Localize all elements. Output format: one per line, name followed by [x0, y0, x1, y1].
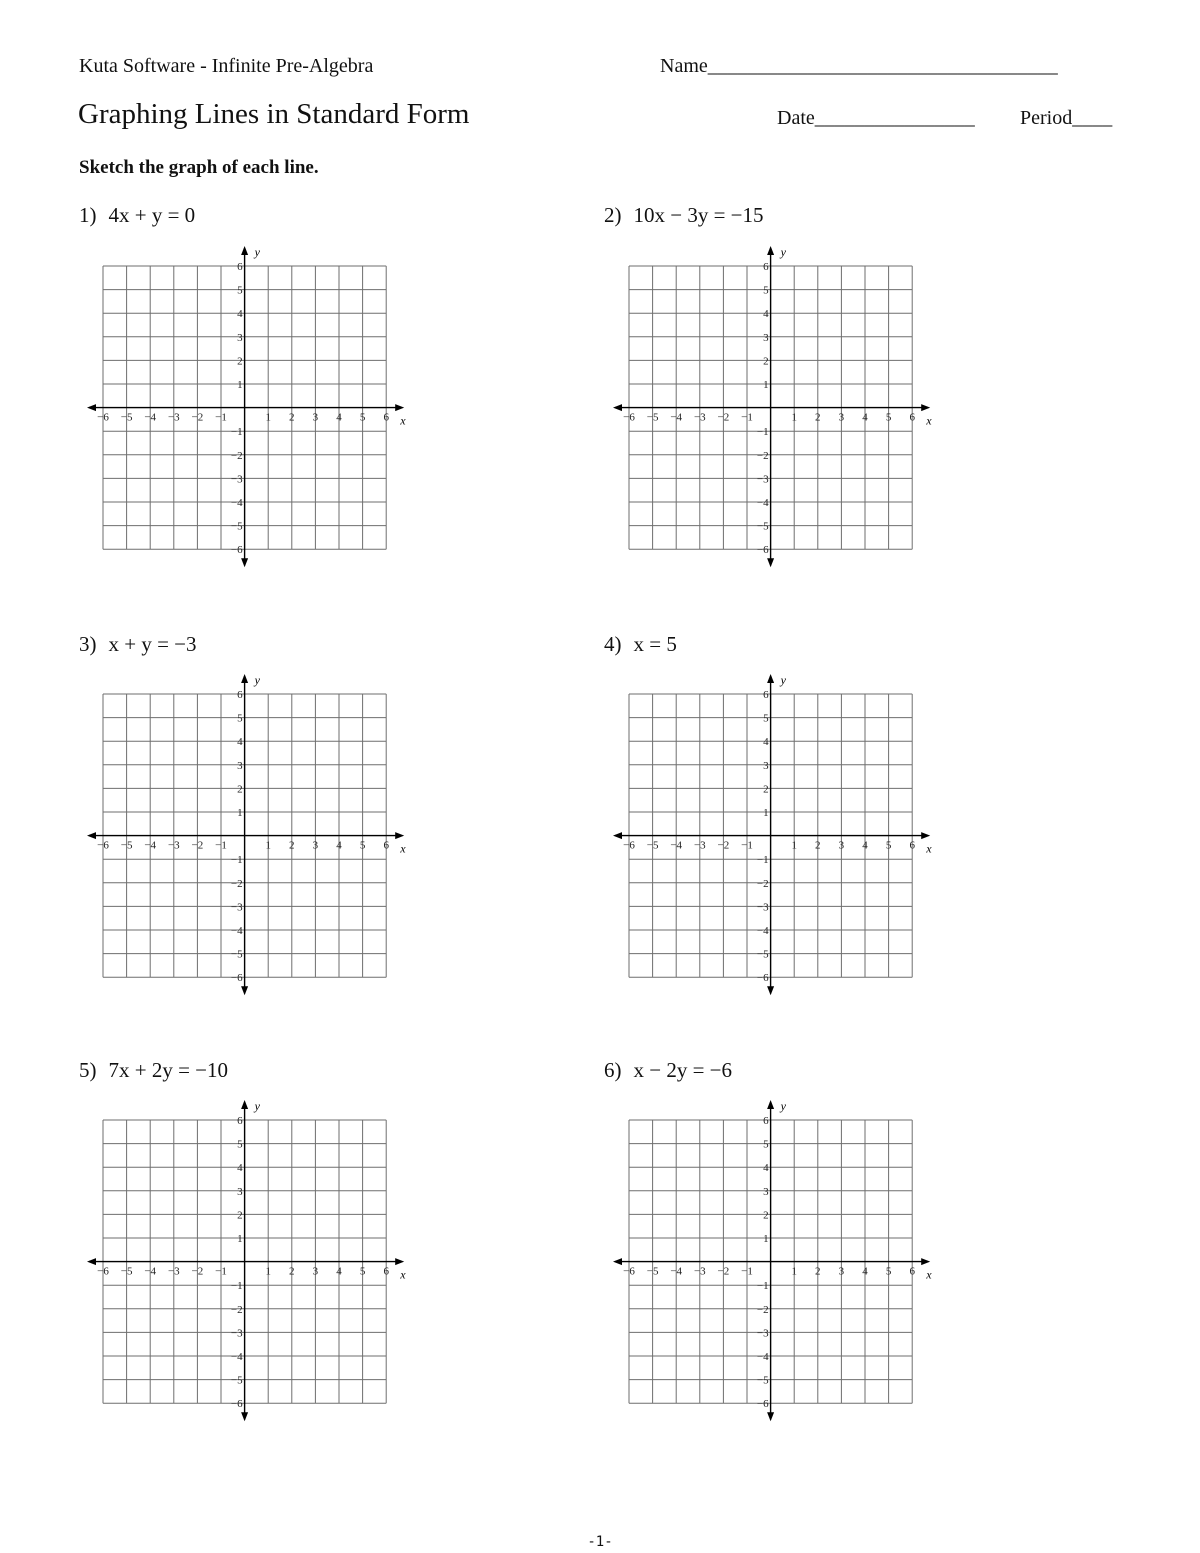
arrow-right-icon: [921, 404, 930, 411]
x-tick-label: −6: [623, 411, 635, 424]
coordinate-grid-5[interactable]: [82, 1097, 414, 1427]
x-tick-label: −3: [167, 839, 180, 852]
y-tick-label: −6: [756, 1398, 769, 1411]
x-axis-label: x: [926, 841, 932, 856]
x-tick-label: −6: [97, 839, 109, 852]
y-tick-label: 4: [763, 308, 769, 321]
x-tick-label: 3: [312, 839, 319, 852]
arrow-down-icon: [767, 558, 774, 567]
y-tick-label: −3: [230, 901, 243, 914]
x-tick-label: 6: [909, 1265, 915, 1278]
x-tick-label: −3: [167, 1265, 180, 1278]
arrow-left-icon: [613, 832, 622, 839]
arrow-down-icon: [241, 986, 248, 995]
x-tick-label: 4: [336, 1265, 342, 1278]
x-tick-label: 3: [838, 411, 845, 424]
y-tick-label: 3: [763, 331, 769, 344]
problem-2: [604, 203, 764, 228]
problem-5: [79, 1058, 228, 1083]
problem-equation: x = 5: [633, 632, 677, 656]
y-tick-label: 5: [237, 284, 243, 297]
x-tick-label: −4: [670, 1265, 683, 1278]
x-tick-label: 4: [862, 1265, 868, 1278]
coordinate-grid-2[interactable]: [608, 243, 940, 573]
x-tick-label: −2: [717, 1265, 730, 1278]
arrow-up-icon: [767, 674, 774, 683]
x-tick-label: 2: [289, 1265, 295, 1278]
y-tick-label: −2: [230, 1303, 243, 1316]
arrow-right-icon: [921, 832, 930, 839]
y-axis-label: y: [254, 1099, 260, 1113]
x-tick-label: 1: [265, 1265, 271, 1278]
y-tick-label: 3: [237, 331, 243, 344]
y-tick-label: 6: [237, 1115, 243, 1127]
x-tick-label: −1: [741, 1265, 753, 1278]
x-axis-label: x: [926, 1267, 932, 1282]
x-tick-label: 1: [265, 411, 271, 424]
y-tick-label: 1: [763, 379, 769, 391]
y-tick-label: 4: [763, 1162, 769, 1175]
y-tick-label: −5: [230, 948, 243, 961]
y-tick-label: −2: [230, 877, 243, 890]
problem-equation: x + y = −3: [108, 632, 197, 656]
x-tick-label: −4: [144, 411, 157, 424]
x-tick-label: 3: [838, 1265, 845, 1278]
y-tick-label: 5: [237, 1138, 243, 1151]
y-tick-label: −6: [230, 1398, 243, 1411]
x-tick-label: −3: [167, 411, 180, 424]
arrow-up-icon: [241, 1100, 248, 1109]
y-tick-label: 2: [237, 355, 243, 368]
y-tick-label: −3: [230, 473, 243, 486]
x-tick-label: −2: [191, 839, 204, 852]
y-tick-label: 1: [237, 1233, 243, 1245]
y-tick-label: 6: [763, 261, 769, 273]
x-tick-label: −1: [215, 1265, 227, 1278]
y-tick-label: −3: [756, 1327, 769, 1340]
worksheet-title: Graphing Lines in Standard Form: [78, 98, 470, 130]
x-tick-label: 5: [885, 411, 892, 424]
x-axis-label: x: [400, 1267, 406, 1282]
y-tick-label: −4: [230, 925, 243, 937]
arrow-down-icon: [241, 558, 248, 567]
problem-1: [79, 203, 195, 228]
problem-equation: 10x − 3y = −15: [633, 203, 764, 227]
arrow-right-icon: [395, 404, 404, 411]
y-tick-label: 5: [763, 1138, 769, 1151]
arrow-up-icon: [241, 246, 248, 255]
problem-equation: x − 2y = −6: [633, 1058, 733, 1082]
x-tick-label: −2: [191, 1265, 204, 1278]
y-tick-label: −2: [230, 449, 243, 462]
x-tick-label: −1: [741, 411, 753, 424]
problem-number: 5): [79, 1058, 97, 1082]
y-tick-label: −1: [230, 426, 243, 439]
y-tick-label: 5: [763, 284, 769, 297]
y-tick-label: 3: [763, 1185, 769, 1198]
x-tick-label: −6: [97, 1265, 109, 1278]
problem-number: 3): [79, 632, 97, 656]
y-tick-label: −3: [756, 473, 769, 486]
x-tick-label: −2: [191, 411, 204, 424]
arrow-up-icon: [767, 246, 774, 255]
problem-equation: 4x + y = 0: [108, 203, 196, 227]
y-tick-label: −2: [756, 1303, 769, 1316]
y-tick-label: 4: [237, 308, 243, 321]
y-tick-label: 5: [237, 712, 243, 725]
x-tick-label: −5: [646, 839, 659, 852]
x-tick-label: −2: [717, 839, 730, 852]
y-tick-label: 3: [237, 759, 243, 772]
x-tick-label: 4: [862, 839, 868, 852]
x-tick-label: −1: [741, 839, 753, 852]
y-tick-label: 1: [763, 1233, 769, 1245]
x-tick-label: 6: [909, 411, 915, 424]
x-tick-label: 1: [791, 411, 797, 424]
x-axis-label: x: [400, 841, 406, 856]
coordinate-grid-1[interactable]: [82, 243, 414, 573]
problem-number: 1): [79, 203, 97, 227]
arrow-left-icon: [87, 404, 96, 411]
arrow-right-icon: [395, 1258, 404, 1265]
x-axis-label: x: [400, 413, 406, 428]
x-tick-label: 3: [312, 411, 319, 424]
x-tick-label: 3: [312, 1265, 319, 1278]
x-tick-label: −1: [215, 839, 227, 852]
y-tick-label: −3: [756, 901, 769, 914]
x-tick-label: −5: [646, 1265, 659, 1278]
publisher-line: Kuta Software - Infinite Pre-Algebra: [79, 55, 374, 77]
y-tick-label: 6: [763, 1115, 769, 1127]
y-tick-label: −1: [230, 854, 243, 867]
y-tick-label: −4: [756, 925, 769, 937]
x-tick-label: 5: [359, 1265, 366, 1278]
period-field[interactable]: Period____: [1020, 107, 1113, 129]
x-tick-label: 4: [862, 411, 868, 424]
arrow-left-icon: [87, 1258, 96, 1265]
y-tick-label: 2: [237, 783, 243, 796]
y-tick-label: −4: [756, 1351, 769, 1363]
x-tick-label: 2: [815, 1265, 821, 1278]
arrow-down-icon: [767, 986, 774, 995]
x-tick-label: −5: [120, 1265, 133, 1278]
y-tick-label: 2: [763, 1209, 769, 1222]
y-tick-label: −4: [230, 497, 243, 509]
y-tick-label: −4: [756, 497, 769, 509]
y-tick-label: 6: [237, 261, 243, 273]
x-tick-label: −4: [144, 839, 157, 852]
x-tick-label: 2: [815, 411, 821, 424]
x-tick-label: −3: [693, 411, 706, 424]
y-axis-label: y: [780, 245, 786, 259]
y-tick-label: −1: [756, 1280, 769, 1293]
x-tick-label: 4: [336, 839, 342, 852]
y-tick-label: 6: [237, 689, 243, 701]
y-tick-label: −3: [230, 1327, 243, 1340]
y-tick-label: 2: [763, 355, 769, 368]
x-tick-label: 5: [359, 411, 366, 424]
y-tick-label: −6: [756, 544, 769, 557]
y-tick-label: −4: [230, 1351, 243, 1363]
x-tick-label: −6: [623, 839, 635, 852]
x-tick-label: 2: [289, 411, 295, 424]
y-tick-label: −2: [756, 877, 769, 890]
y-tick-label: −2: [756, 449, 769, 462]
arrow-down-icon: [767, 1412, 774, 1421]
x-tick-label: −6: [97, 411, 109, 424]
x-tick-label: 6: [383, 411, 389, 424]
y-tick-label: 1: [237, 379, 243, 391]
y-tick-label: −1: [756, 854, 769, 867]
x-tick-label: −4: [670, 411, 683, 424]
y-tick-label: −1: [230, 1280, 243, 1293]
y-tick-label: −5: [230, 1374, 243, 1387]
y-tick-label: 1: [237, 807, 243, 819]
name-field[interactable]: Name___________________________________: [660, 55, 1058, 77]
arrow-up-icon: [241, 674, 248, 683]
x-tick-label: 6: [909, 839, 915, 852]
x-tick-label: 2: [815, 839, 821, 852]
arrow-right-icon: [921, 1258, 930, 1265]
y-axis-label: y: [780, 673, 786, 687]
problem-number: 2): [604, 203, 622, 227]
x-tick-label: 6: [383, 1265, 389, 1278]
problem-3: [79, 632, 197, 657]
x-tick-label: −5: [120, 839, 133, 852]
page-number: -1-: [587, 1534, 613, 1550]
y-tick-label: 2: [763, 783, 769, 796]
y-tick-label: 4: [237, 736, 243, 749]
arrow-up-icon: [767, 1100, 774, 1109]
y-tick-label: 4: [763, 736, 769, 749]
x-tick-label: 4: [336, 411, 342, 424]
y-axis-label: y: [254, 245, 260, 259]
x-tick-label: −1: [215, 411, 227, 424]
y-tick-label: 3: [763, 759, 769, 772]
x-tick-label: −2: [717, 411, 730, 424]
y-tick-label: −6: [230, 544, 243, 557]
x-tick-label: 1: [791, 839, 797, 852]
y-tick-label: −1: [756, 426, 769, 439]
x-tick-label: −6: [623, 1265, 635, 1278]
x-tick-label: 5: [885, 839, 892, 852]
x-tick-label: −4: [670, 839, 683, 852]
y-tick-label: 4: [237, 1162, 243, 1175]
x-tick-label: −3: [693, 839, 706, 852]
problem-6: [604, 1058, 732, 1083]
x-tick-label: −5: [646, 411, 659, 424]
date-field[interactable]: Date________________: [777, 107, 975, 129]
y-tick-label: 3: [237, 1185, 243, 1198]
x-tick-label: −5: [120, 411, 133, 424]
y-tick-label: 6: [763, 689, 769, 701]
x-tick-label: −3: [693, 1265, 706, 1278]
arrow-left-icon: [613, 1258, 622, 1265]
arrow-right-icon: [395, 832, 404, 839]
y-axis-label: y: [254, 673, 260, 687]
x-tick-label: 6: [383, 839, 389, 852]
arrow-down-icon: [241, 1412, 248, 1421]
x-tick-label: 5: [885, 1265, 892, 1278]
y-tick-label: 1: [763, 807, 769, 819]
arrow-left-icon: [87, 832, 96, 839]
y-axis-label: y: [780, 1099, 786, 1113]
problem-number: 6): [604, 1058, 622, 1082]
coordinate-grid-6[interactable]: [608, 1097, 940, 1427]
y-tick-label: 2: [237, 1209, 243, 1222]
x-tick-label: −4: [144, 1265, 157, 1278]
y-tick-label: −6: [756, 972, 769, 985]
y-tick-label: −5: [756, 520, 769, 533]
problem-equation: 7x + 2y = −10: [108, 1058, 229, 1082]
problem-4: [604, 632, 677, 657]
x-tick-label: 3: [838, 839, 845, 852]
x-tick-label: 5: [359, 839, 366, 852]
x-tick-label: 2: [289, 839, 295, 852]
coordinate-grid-3[interactable]: [82, 671, 414, 1001]
x-tick-label: 1: [791, 1265, 797, 1278]
problem-number: 4): [604, 632, 622, 656]
y-tick-label: −5: [756, 1374, 769, 1387]
y-tick-label: −5: [230, 520, 243, 533]
coordinate-grid-4[interactable]: [608, 671, 940, 1001]
instructions: Sketch the graph of each line.: [79, 157, 319, 178]
x-axis-label: x: [926, 413, 932, 428]
x-tick-label: 1: [265, 839, 271, 852]
y-tick-label: −6: [230, 972, 243, 985]
y-tick-label: 5: [763, 712, 769, 725]
arrow-left-icon: [613, 404, 622, 411]
y-tick-label: −5: [756, 948, 769, 961]
